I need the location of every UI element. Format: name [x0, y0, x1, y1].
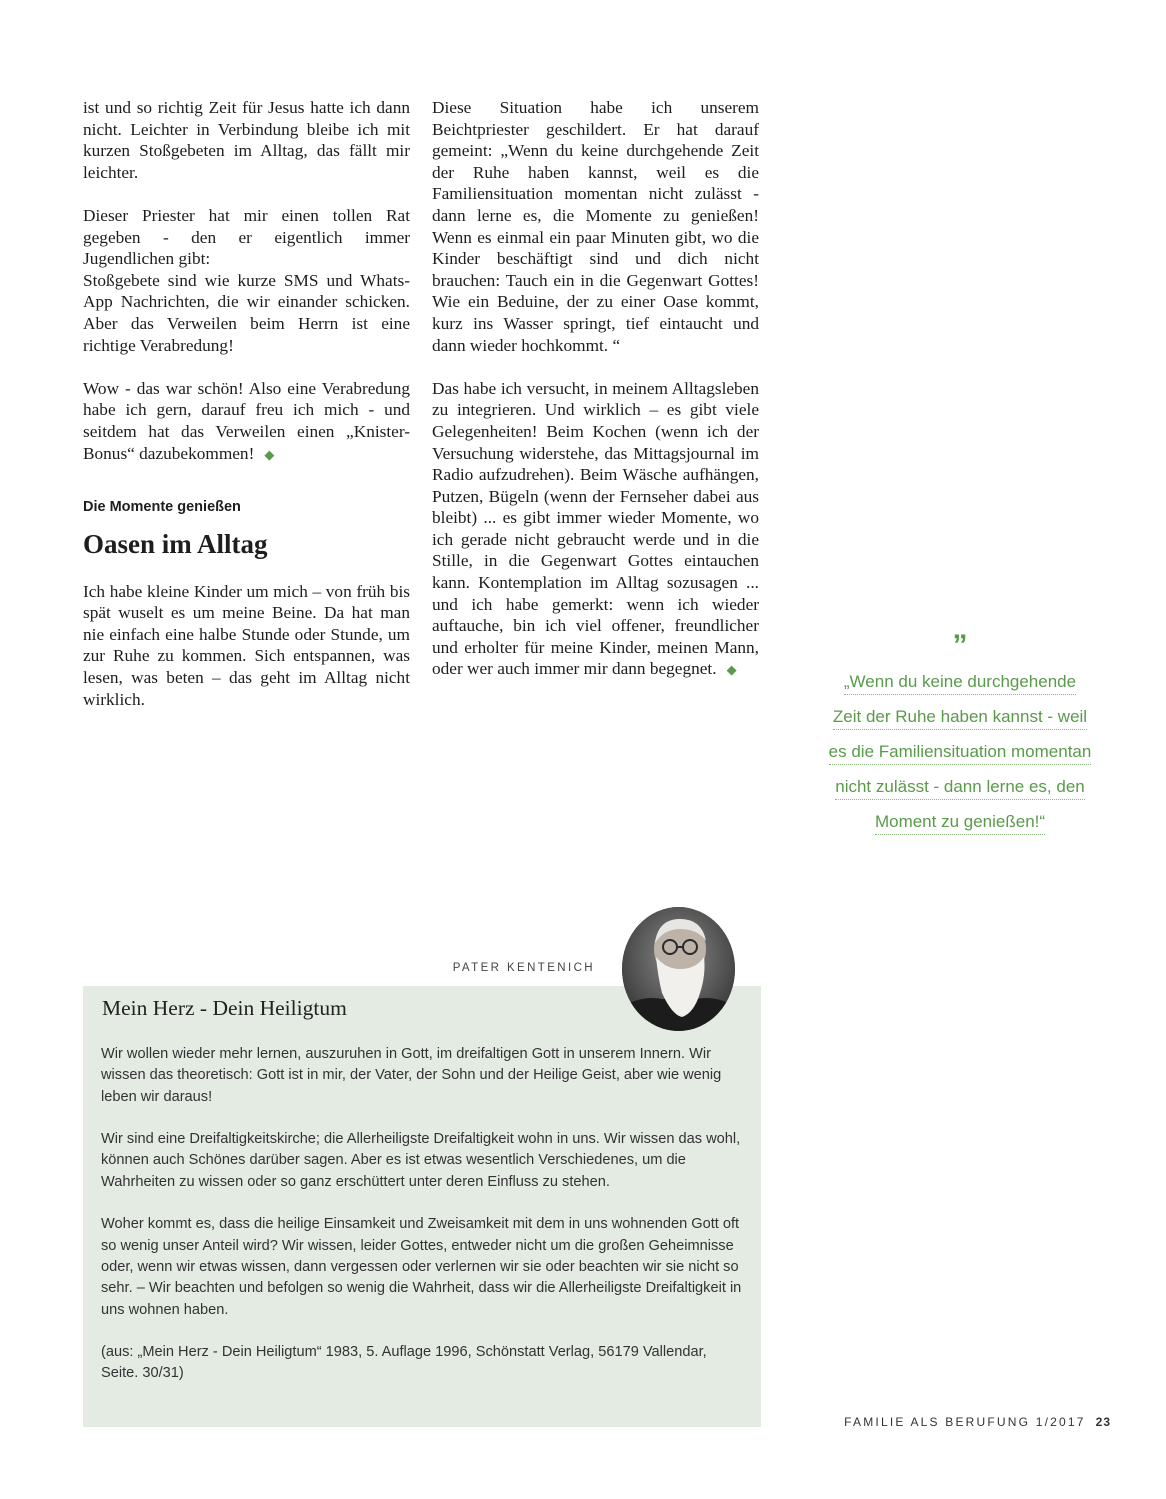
sidebar-citation: (aus: „Mein Herz - Dein Heiligtum“ 1983, 5. Auflage 1996, Schönstatt Verlag, 56179 Vallendar, Seite. 30/31) [101, 1344, 707, 1382]
section-headline: Oasen im Alltag [83, 528, 268, 559]
paragraph-text: Das habe ich versucht, in meinem Alltagsleben zu integrieren. Und wirklich – es gibt viele Gelegenheiten! Beim Kochen (wenn ich der Versuchung widerstehe, das Mittagsjournal im Radio aufzudrehen). Beim Wäsche aufhängen, Putzen, Bügeln (wenn der Fernseher dabei aus bleibt) ... es gibt immer wieder Momente, wo ich gerade nicht gebraucht werde und in die Stille, in die Gegenwart Gottes eintauchen kann. Kontemplation im Alltag sozusagen ... und ich habe gemerkt: wenn ich wieder auftauche, bin ich viel offener, freundlicher und erholter für meine Kinder, meinen Mann, oder wer auch immer mir dann begegnet. [432, 378, 759, 679]
pull-quote-line: es die Familiensituation momentan [829, 742, 1092, 765]
section-kicker: Die Momente genießen [83, 499, 241, 516]
paragraph: Diese Situation habe ich unserem Beichtpriester geschildert. Er hat darauf gemeint: „Wenn du keine durchgehende Zeit der Ruhe haben kannst, weil es die Familiensituation momentan nicht zulässt - dann lerne es, die Momente zu genießen! Wenn es einmal ein paar Minuten gibt, wo die Kinder beschäftigt sind und dich nicht brauchen: Tauch ein in die Gegenwart Gottes! Wie ein Beduine, der zu einer Oase kommt, kurz ins Wasser springt, tief eintaucht und dann wieder hochkommt. “ [432, 98, 759, 355]
sidebar-body [101, 1044, 746, 1406]
paragraph: ist und so richtig Zeit für Jesus hatte ich dann nicht. Leichter in Verbindung bleibe ich mit kurzen Stoßgebeten im Alltag, das fällt mir leichter. [83, 98, 410, 182]
pull-quote [818, 628, 1102, 839]
pull-quote-text [818, 664, 1102, 839]
paragraph [432, 378, 759, 681]
magazine-issue: FAMILIE ALS BERUFUNG 1/2017 [844, 1415, 1086, 1429]
pull-quote-line: Zeit der Ruhe haben kannst - weil [833, 707, 1087, 730]
paragraph: Stoßgebete sind wie kurze SMS und Whats-App Nachrichten, die wir einander schicken. Aber das Verweilen beim Herrn ist eine richtige Verabredung! [83, 270, 410, 355]
sidebar-paragraph: Wir sind eine Dreifaltigkeitskirche; die Allerheiligste Dreifaltigkeit wohn in uns. Wir wissen das wohl, können auch Schönes darüber sagen. Aber es ist etwas wesentlich Verschiedenes, um die Wahrheiten zu wissen oder so ganz erschüttert unter deren Einfluss zu stehen. [101, 1131, 741, 1190]
sidebar-paragraph: Wir wollen wieder mehr lernen, auszuruhen in Gott, im dreifaltigen Gott in unserem Innern. Wir wissen das theoretisch: Gott ist in mir, der Vater, der Sohn und der Heilige Geist, aber wie wenig leben wir daraus! [101, 1046, 722, 1105]
diamond-end-icon: ◆ [726, 662, 737, 678]
sidebar-paragraph: Woher kommt es, dass die heilige Einsamkeit und Zweisamkeit mit dem in uns wohnenden Gott oft so wenig unser Anteil wird? Wir wissen, leider Gottes, entweder nicht um die großen Geheimnisse oder, wenn wir etwas wissen, dann vergessen oder verlernen wir sie oder beachten wir sie nicht so sehr. – Wir beachten und befolgen so wenig die Wahrheit, dass wir die Allerheiligste Dreifaltigkeit in uns wohnen haben. [101, 1216, 742, 1318]
paragraph: Ich habe kleine Kinder um mich – von früh bis spät wuselt es um meine Beine. Da hat man nie einfach eine halbe Stunde oder Stunde, um zur Ruhe zu kommen. Sich entspannen, was lesen, was beten – das geht im Alltag nicht wirklich. [83, 581, 410, 709]
paragraph-text: Wow - das war schön! Also eine Verabredung habe ich gern, darauf freu ich mich - und seitdem hat das Verweilen einen „Knister-Bonus“ dazubekommen! [83, 378, 410, 463]
page-footer [844, 1415, 1111, 1429]
author-label: PATER KENTENICH [452, 962, 595, 974]
sidebar-title: Mein Herz - Dein Heiligtum [102, 996, 347, 1020]
article-column-left [83, 97, 410, 732]
quote-mark-icon: ” [952, 629, 968, 662]
diamond-end-icon: ◆ [264, 446, 275, 462]
paragraph: Dieser Priester hat mir einen tollen Rat gegeben - den er eigentlich immer Jugendlichen gibt: [83, 205, 410, 269]
pull-quote-line: „Wenn du keine durchgehende [844, 672, 1076, 695]
article-column-right [432, 97, 759, 703]
pull-quote-line: nicht zulässt - dann lerne es, den [835, 777, 1084, 800]
pull-quote-line: Moment zu genießen!“ [875, 812, 1045, 835]
author-portrait [622, 907, 735, 1031]
page-number: 23 [1095, 1415, 1111, 1429]
portrait-image [622, 907, 735, 1031]
sidebar-box [83, 986, 761, 1427]
paragraph [83, 378, 410, 465]
